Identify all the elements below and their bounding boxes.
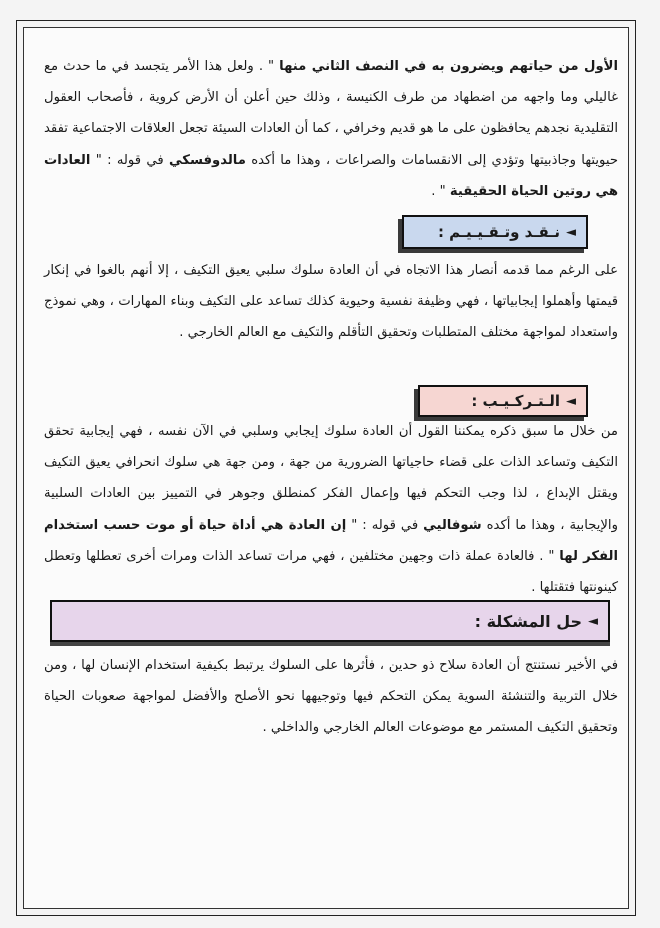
arrow-left-icon: ◄ bbox=[588, 613, 598, 629]
solution-heading bbox=[50, 600, 610, 642]
critique-heading-label: نـقـد وتـقـيـيـم : bbox=[437, 223, 560, 241]
synthesis-paragraph bbox=[44, 416, 618, 603]
synthesis-heading-label: الـتـركـيـب : bbox=[471, 392, 560, 410]
synthesis-text-start: من خلال ما سبق ذكره يمكننا القول أن العادة سلوك إيجابي وسلبي في الآن نفسه ، فهي إيجابية تحقق التكيف وتساعد الذات على قضاء حاجياتها الضرورية من جهة ، ومن جهة هي سلوك انحرافي يعيق التكيف ويقتل الإبداع ، لذا وجب التحكم فيها وإعمال الفكر كمنطلق وجوهر في التمييز بين العادات السلبية والإيجابية ، وهذا ما أكده bbox=[44, 424, 618, 533]
critique-heading bbox=[402, 215, 588, 249]
solution-heading-label: حل المشكلة : bbox=[474, 611, 582, 631]
intro-bold-start: الأول من حياتهم ويضرون به في النصف الثاني منها bbox=[279, 59, 618, 74]
critique-text: على الرغم مما قدمه أنصار هذا الاتجاه في أن العادة سلوك سلبي يعيق التكيف ، إلا أنهم بالغوا في إنكار قيمتها وأهملوا إيجابياتها ، فهي وظيفة نفسية وحيوية كذلك تساعد على التكيف وبناء المهارات ، وهي نموذج واستعداد لمواجهة مختلف المتطلبات وتحقيق التأقلم والتكيف مع العالم الخارجي . bbox=[44, 263, 618, 341]
solution-text: في الأخير نستنتج أن العادة سلاح ذو حدين ، فأثرها على السلوك يرتبط بكيفية استخدام الإنسان لها ، ومن خلال التربية والتنشئة السوية يمكن التحكم فيها وتوجيهها نحو الأصلح والأفضل لمواجهة صعوبات الحياة وتحقيق التكيف المستمر مع موضوعات العالم الخارجي والداخلي . bbox=[44, 658, 618, 736]
intro-continuation: " . ولعل هذا الأمر يتجسد في ما حدث مع bbox=[44, 59, 275, 74]
synthesis-heading bbox=[418, 385, 588, 417]
critique-paragraph bbox=[44, 255, 618, 349]
intro-body: غاليلي وما واجهه من اضطهاد من طرف الكنيسة ، وذلك حين أعلن أن الأرض كروية ، فأصحاب العقول التقليدية نجدهم يحافظون على ما هو قديم وخرافي ، كما أن العادات السيئة تجعل العلاقات الاجتماعية تفقد حيويتها وجاذبيتها وتؤدي إلى الانقسامات والصراعات ، وهذا ما أكده bbox=[44, 90, 618, 168]
intro-paragraph bbox=[44, 51, 618, 207]
synthesis-quote-lead: في قوله : " bbox=[351, 517, 419, 533]
synthesis-quote: إن العادة هي أداة حياة أو موت حسب استخدام الفكر لها bbox=[44, 517, 618, 564]
synthesis-author: شوفاليي bbox=[423, 517, 482, 533]
intro-quote: العادات هي روتين الحياة الحقيقية bbox=[44, 152, 618, 199]
synthesis-text-end: " . فالعادة عملة ذات وجهين مختلفين ، فهي مرات تساعد الذات ومرات أخرى تعطلها وتعطل كينونتها فتقتلها . bbox=[44, 548, 618, 596]
solution-paragraph bbox=[44, 650, 618, 744]
intro-end: " . bbox=[431, 183, 446, 199]
intro-author: مالدوفسكي bbox=[168, 152, 246, 168]
arrow-left-icon: ◄ bbox=[566, 224, 576, 240]
arrow-left-icon: ◄ bbox=[566, 393, 576, 409]
intro-quote-lead: في قوله : " bbox=[95, 152, 164, 168]
